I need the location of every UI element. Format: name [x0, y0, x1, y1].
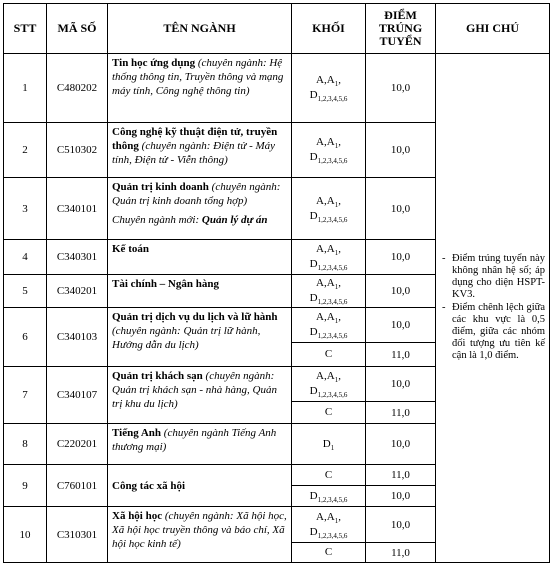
ma-so-cell: C220201 [47, 424, 108, 465]
diem-cell: 11,0 [366, 543, 436, 563]
header-ten-nganh: TÊN NGÀNH [108, 4, 292, 54]
khoi-cell: C [292, 465, 366, 486]
ten-nganh-cell [108, 275, 292, 308]
diem-cell: 10,0 [366, 486, 436, 507]
khoi-cell: C [292, 402, 366, 424]
khoi-d-line: $D_{1,2,3,4,5,6}$ [309, 89, 348, 104]
major-title: Tiếng Anh [112, 427, 162, 439]
major-title: Tin học ứng dụng [112, 57, 196, 69]
khoi-cell: $A,A_1$, $D_{1,2,3,4,5,6}$ [292, 178, 366, 240]
stt-cell: 9 [4, 465, 47, 507]
new-specialization-note [112, 213, 288, 227]
ten-nganh-cell [108, 54, 292, 123]
khoi-cell: $A,A_1$, $D_{1,2,3,4,5,6}$ [292, 240, 366, 275]
ten-nganh-cell [108, 123, 292, 178]
ma-so-cell: C340201 [47, 275, 108, 308]
diem-cell: 10,0 [366, 240, 436, 275]
khoi-cell [292, 54, 366, 123]
stt-cell: 2 [4, 123, 47, 178]
khoi-cell: C [292, 343, 366, 367]
notes-list [442, 253, 545, 362]
ten-nganh-cell [108, 465, 292, 507]
diem-cell: 10,0 [366, 178, 436, 240]
header-stt: STT [4, 4, 47, 54]
khoi-cell: $D_1$ [292, 424, 366, 465]
ma-so-cell: C340301 [47, 240, 108, 275]
header-diem-trung-tuyen: ĐIỂM TRÚNG TUYỂN [366, 4, 436, 54]
ghi-chu-cell [436, 54, 550, 563]
ten-nganh-cell [108, 507, 292, 563]
stt-cell: 10 [4, 507, 47, 563]
major-title: Xã hội học [112, 510, 163, 522]
diem-cell: 10,0 [366, 54, 436, 123]
admission-score-table-wrapper [3, 3, 549, 577]
stt-cell: 8 [4, 424, 47, 465]
diem-cell: 11,0 [366, 343, 436, 367]
stt-cell: 7 [4, 367, 47, 424]
diem-cell: 10,0 [366, 424, 436, 465]
ma-so-cell: C510302 [47, 123, 108, 178]
khoi-cell: $A,A_1$, $D_{1,2,3,4,5,6}$ [292, 308, 366, 343]
khoi-cell: $A,A_1$, $D_{1,2,3,4,5,6}$ [292, 367, 366, 402]
major-title: Kế toán [112, 243, 149, 255]
khoi-cell: $D_{1,2,3,4,5,6}$ [292, 486, 366, 507]
diem-cell: 10,0 [366, 123, 436, 178]
diem-cell: 11,0 [366, 402, 436, 424]
major-title: Tài chính – Ngân hàng [112, 278, 219, 290]
major-specialization: (chuyên ngành: Xã hội học, Xã hội học truyền thông và báo chí, Xã hội học kinh tế) [112, 510, 287, 550]
header-ghi-chu: GHI CHÚ [436, 4, 550, 54]
khoi-cell: C [292, 543, 366, 563]
ma-so-cell: C480202 [47, 54, 108, 123]
khoi-cell: $A,A_1$, $D_{1,2,3,4,5,6}$ [292, 275, 366, 308]
new-specialization-value: Quản lý dự án [201, 214, 268, 226]
admission-score-table [3, 3, 550, 563]
ten-nganh-cell [108, 367, 292, 424]
major-title: Công tác xã hội [112, 479, 186, 492]
major-specialization: (chuyên ngành: Điện tử - Máy tính, Điện tử - Viễn thông) [112, 140, 276, 166]
ma-so-cell: C340103 [47, 308, 108, 367]
major-specialization: (chuyên ngành: Quản trị lữ hành, Hướng dẫn du lịch) [112, 325, 261, 351]
stt-cell: 3 [4, 178, 47, 240]
major-title: Quản trị kinh doanh [112, 181, 209, 193]
ma-so-cell: C760101 [47, 465, 108, 507]
ma-so-cell: C310301 [47, 507, 108, 563]
note-item: - Điểm trúng tuyển này không nhân hệ số; áp dụng cho diện HSPT-KV3. [442, 253, 545, 301]
ten-nganh-cell [108, 178, 292, 240]
table-row [4, 54, 550, 123]
ten-nganh-cell [108, 424, 292, 465]
diem-cell: 10,0 [366, 367, 436, 402]
note-item: - Điểm chênh lệch giữa các khu vực là 0,5 điểm, giữa các nhóm đối tượng ưu tiên kế cận là 1,0 điểm. [442, 302, 545, 362]
header-row [4, 4, 550, 54]
major-specialization: (chuyên ngành Tiếng Anh thương mại) [112, 427, 277, 453]
diem-cell: 10,0 [366, 275, 436, 308]
new-specialization-label: Chuyên ngành mới: [112, 214, 202, 226]
diem-cell: 10,0 [366, 308, 436, 343]
major-specialization: (chuyên ngành: Quản trị kinh doanh tổng hợp) [112, 181, 281, 207]
ma-so-cell: C340101 [47, 178, 108, 240]
khoi-cell: $A,A_1$, $D_{1,2,3,4,5,6}$ [292, 123, 366, 178]
ten-nganh-cell [108, 308, 292, 367]
khoi-a-line: $A,A_1$, [316, 74, 341, 89]
stt-cell: 5 [4, 275, 47, 308]
stt-cell: 1 [4, 54, 47, 123]
major-title: Quản trị khách sạn [112, 370, 203, 382]
stt-cell: 4 [4, 240, 47, 275]
header-ma-so: MÃ SỐ [47, 4, 108, 54]
diem-cell: 10,0 [366, 507, 436, 543]
major-specialization: (chuyên ngành: Hệ thống thông tin, Truyền thông và mạng máy tính, Công nghệ thông tin) [112, 57, 284, 97]
ma-so-cell: C340107 [47, 367, 108, 424]
major-title: Quản trị dịch vụ du lịch và lữ hành [112, 311, 278, 323]
major-title: Công nghệ kỹ thuật điện tử, truyền thông [112, 126, 278, 152]
header-khoi: KHỐI [292, 4, 366, 54]
ten-nganh-cell [108, 240, 292, 275]
stt-cell: 6 [4, 308, 47, 367]
diem-cell: 11,0 [366, 465, 436, 486]
khoi-cell: $A,A_1$, $D_{1,2,3,4,5,6}$ [292, 507, 366, 543]
major-specialization: (chuyên ngành: Quản trị khách sạn - nhà hàng, Quản trị khu du lịch) [112, 370, 277, 410]
